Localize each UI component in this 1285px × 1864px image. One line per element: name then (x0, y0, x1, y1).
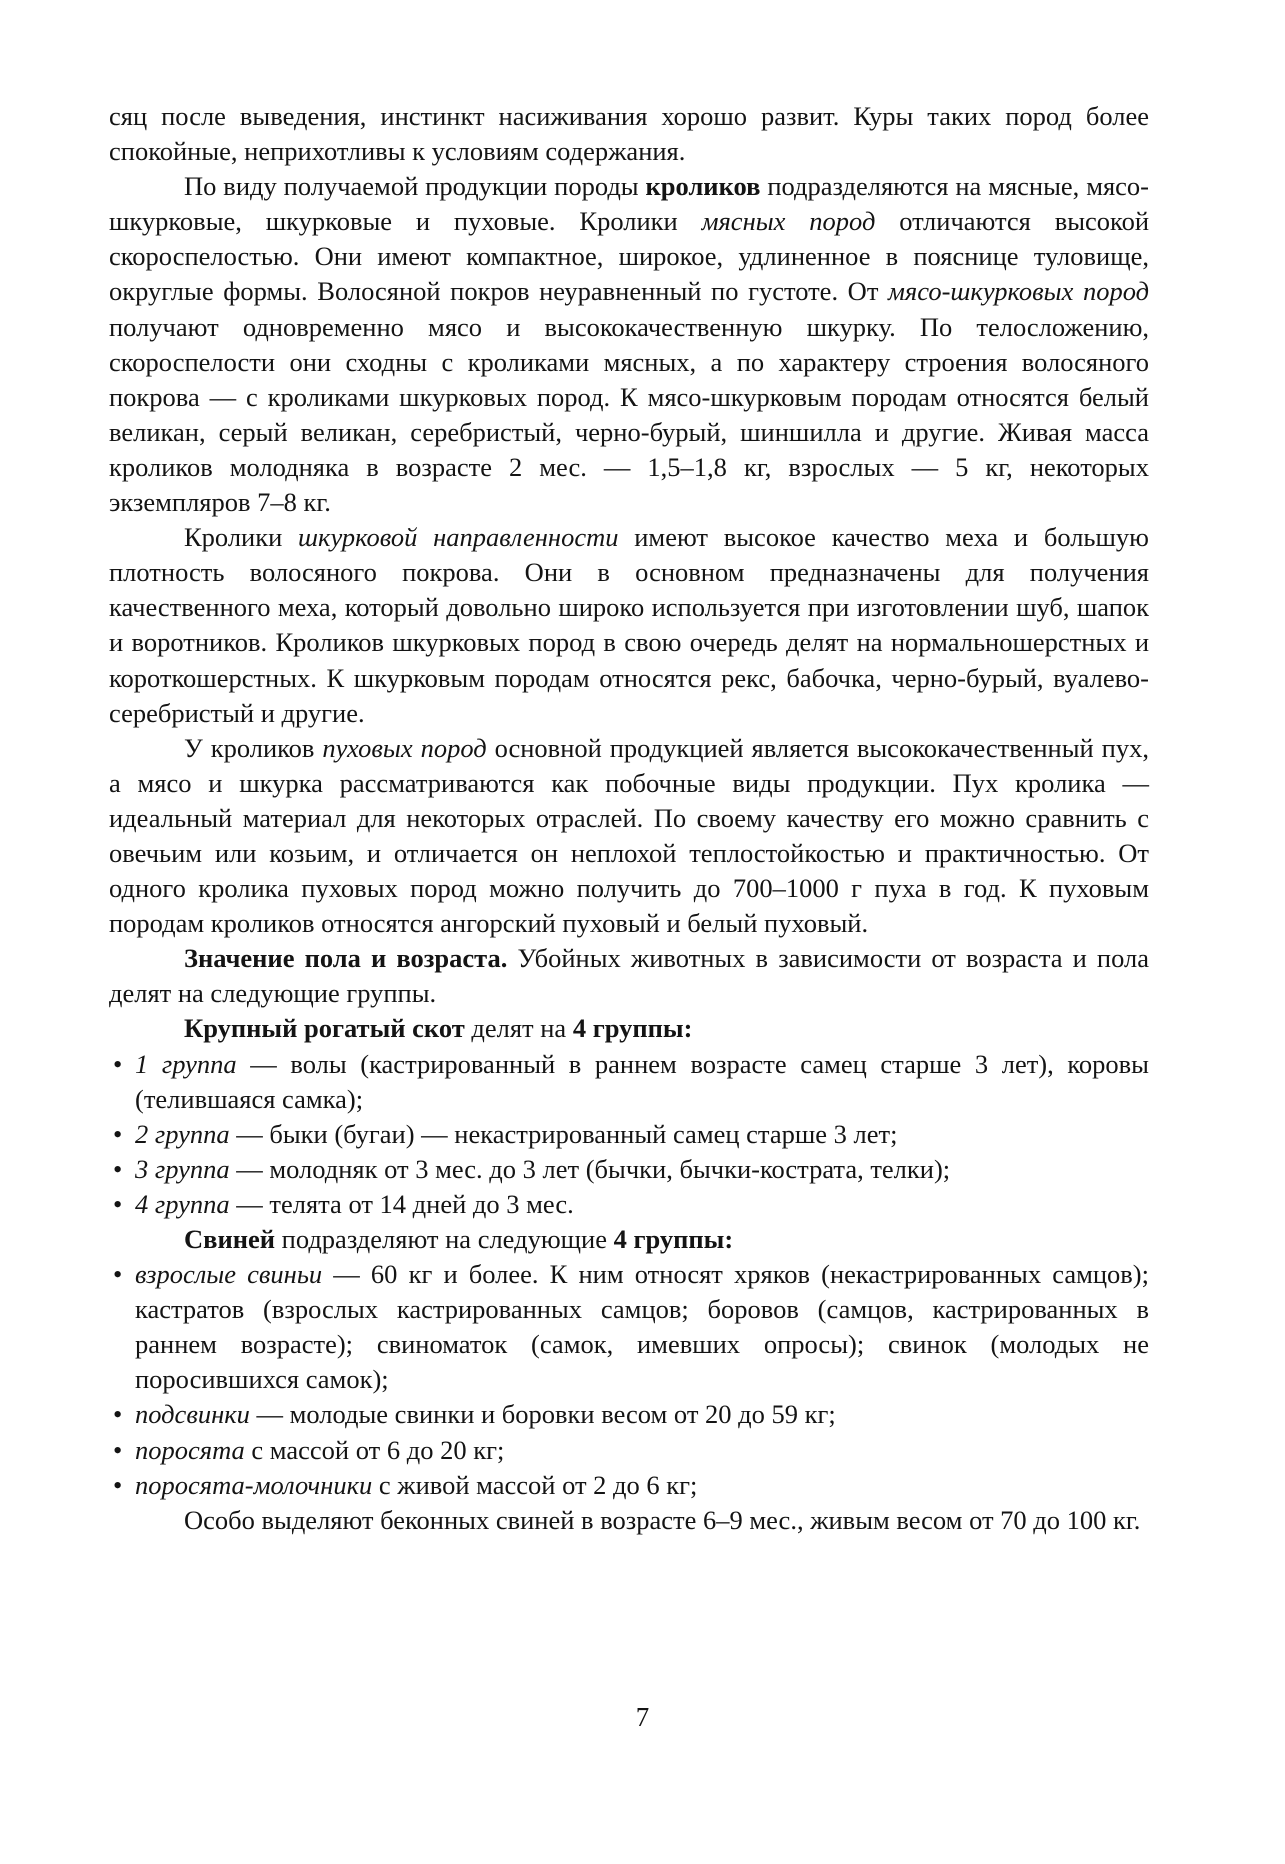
list-item (109, 1433, 1149, 1468)
italic-text: пуховых пород (322, 732, 487, 763)
text-run: отличаются высокой скороспелостью. Они имеют компактное, широкое, удлиненное в пояснице туловище, округлые формы. Волосяной покров неуравненный по густоте. От (109, 206, 1149, 307)
paragraph (109, 520, 1149, 731)
list-item (109, 1397, 1149, 1432)
paragraph (109, 1011, 1149, 1046)
text-run: Кролики (184, 522, 299, 553)
text-run: — волы (кастрированный в раннем возрасте самец старше 3 лет), коровы (телившаяся самка); (135, 1048, 1149, 1114)
text-run: подразделяются на мясные, мясо-шкурковые, шкурковые и пуховые. Кролики (109, 171, 1150, 237)
italic-text: 1 группа (135, 1048, 237, 1079)
text-run: Особо выделяют беконных свиней в возрасте 6–9 мес., живым весом от 70 до 100 кг. (184, 1504, 1141, 1535)
bullet-icon: • (113, 1434, 123, 1465)
text-run: получают одновременно мясо и высококачественную шкурку. По телосложению, скороспелости они сходны с кроликами мясных, а по характеру строения волосяного покрова — с кроликами шкурковых пород. К мясо-шкурковым породам относятся белый великан, серый великан, серебристый, черно-бурый, шиншилла и другие. Живая масса кроликов молодняка в возрасте 2 мес. — 1,5–1,8 кг, взрослых — 5 кг, некоторых экземпляров 7–8 кг. (109, 311, 1149, 518)
text-run: делят на (464, 1013, 573, 1044)
bullet-icon: • (113, 1153, 123, 1184)
bullet-icon: • (113, 1259, 123, 1290)
text-run: сяц после выведения, инстинкт насиживания хорошо развит. Куры таких пород более спокойные, неприхотливы к условиям содержания. (109, 101, 1149, 167)
list-item (109, 1468, 1149, 1503)
bold-text: кроликов (645, 171, 761, 202)
paragraph (109, 1222, 1149, 1257)
bullet-icon: • (113, 1118, 123, 1149)
bullet-icon: • (113, 1188, 123, 1219)
text-run: — быки (бугаи) — некастрированный самец старше 3 лет; (229, 1118, 898, 1149)
list-item (109, 1187, 1149, 1222)
page-number: 7 (635, 1702, 650, 1732)
italic-text: подсвинки (135, 1399, 250, 1430)
paragraph (109, 169, 1149, 520)
bold-text: Свиней (184, 1224, 276, 1254)
text-run: основной продукцией является высококачественный пух, а мясо и шкурка рассматриваются как побочные виды продукции. Пух кролика — идеальный материал для некоторых отраслей. По своему качеству его можно сравнить с овечьим или козьим, и отличается он неплохой теплостойкостью и практичностью. От одного кролика пуховых пород можно получить до 700–1000 г пуха в год. К пуховым породам кроликов относятся ангорский пуховый и белый пуховый. (109, 732, 1149, 939)
italic-text: поросята-молочники (135, 1469, 373, 1500)
text-run: По виду получаемой продукции породы (184, 171, 646, 202)
bullet-icon: • (113, 1048, 123, 1079)
bullet-icon: • (113, 1469, 123, 1500)
text-run: имеют высокое качество меха и большую плотность волосяного покрова. Они в основном предназначены для получения качественного меха, который довольно широко используется при изготовлении шуб, шапок и воротников. Кроликов шкурковых пород в свою очередь делят на нормальношерстных и короткошерстных. К шкурковым породам относятся рекс, бабочка, черно-бурый, вуалево-серебристый и другие. (109, 522, 1149, 728)
paragraph (109, 1503, 1149, 1538)
text-run: с массой от 6 до 20 кг; (244, 1434, 505, 1465)
bold-text: 4 группы: (613, 1224, 734, 1254)
text-run: с живой массой от 2 до 6 кг; (372, 1469, 698, 1500)
list-item (109, 1117, 1149, 1152)
paragraph (109, 99, 1149, 169)
italic-text: поросята (135, 1434, 245, 1465)
italic-text: 4 группа (135, 1188, 230, 1219)
italic-text: взрослые свиньи (135, 1259, 323, 1290)
paragraph (109, 941, 1149, 1011)
text-run: — телята от 14 дней до 3 мес. (229, 1188, 574, 1219)
italic-text: шкурковой направленности (298, 522, 619, 553)
text-run: — молодняк от 3 мес. до 3 лет (бычки, бычки-кострата, телки); (229, 1153, 951, 1184)
italic-text: 3 группа (135, 1153, 230, 1184)
bold-text: 4 группы: (572, 1013, 693, 1044)
text-run: — 60 кг и более. К ним относят хряков (некастрированных самцов); кастратов (взрослых кастрированных самцов; боровов (самцов, кастрированных в раннем возрасте); свиноматок (самок, имевших опросы); свинок (молодых не поросившихся самок); (135, 1259, 1149, 1395)
text-run: — молодые свинки и боровки весом от 20 до 59 кг; (249, 1399, 836, 1430)
bold-text: Крупный рогатый скот (184, 1013, 465, 1044)
bullet-icon: • (113, 1399, 123, 1430)
italic-text: мясных пород (701, 206, 876, 237)
text-run: Убойных животных в зависимости от возраста и пола делят на следующие группы. (109, 943, 1149, 1009)
italic-text: мясо-шкурковых пород (888, 276, 1149, 307)
text-run: У кроликов (184, 732, 323, 763)
body-text (109, 99, 1149, 1538)
list-item (109, 1047, 1149, 1117)
bold-text: Значение пола и возраста. (184, 943, 508, 974)
italic-text: 2 группа (135, 1118, 230, 1149)
list-item (109, 1257, 1149, 1397)
text-run: подразделяют на следующие (275, 1224, 614, 1254)
paragraph (109, 731, 1149, 942)
list-item (109, 1152, 1149, 1187)
